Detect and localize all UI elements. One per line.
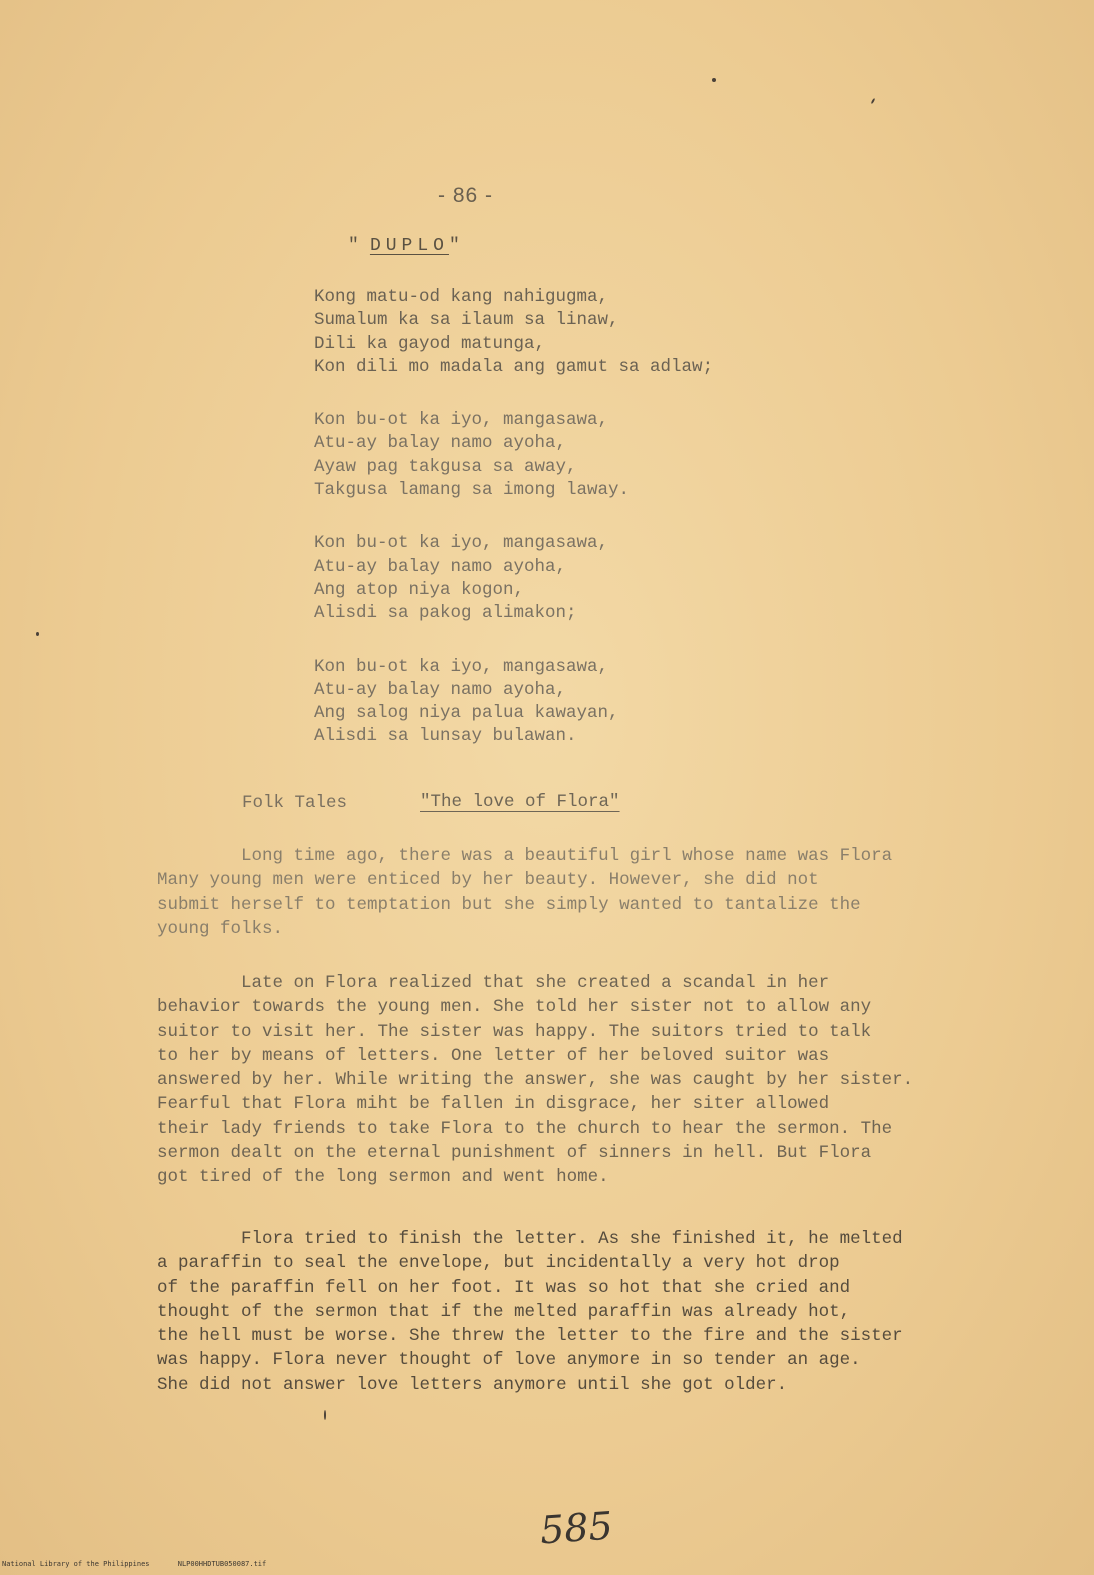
paper-speck <box>712 78 716 82</box>
stanza-2 <box>314 409 834 502</box>
poem-line: Sumalum ka sa ilaum sa linaw, <box>314 310 619 331</box>
handwritten-page-number: 585 <box>538 1503 614 1553</box>
paragraph-line: was happy. Flora never thought of love anymore in so tender an age. <box>157 1350 861 1371</box>
poem-line: Alisdi sa lunsay bulawan. <box>314 726 577 747</box>
paragraph-line: Many young men were enticed by her beauty. However, she did not <box>157 870 819 891</box>
paragraph-line: She did not answer love letters anymore until she got older. <box>157 1374 788 1395</box>
paragraph-line: answered by her. While writing the answer, she was caught by her sister. <box>157 1070 914 1091</box>
paragraph-3 <box>157 1227 1072 1397</box>
paper-speck <box>324 1410 326 1420</box>
paragraph-line: Fearful that Flora miht be fallen in disgrace, her siter allowed <box>157 1094 830 1115</box>
paragraph-line: Flora tried to finish the letter. As she finished it, he melted <box>157 1229 903 1249</box>
poem-line: Atu-ay balay namo ayoha, <box>314 433 567 454</box>
paragraph-line: got tired of the long sermon and went home. <box>157 1167 609 1188</box>
poem-line: Kong matu-od kang nahigugma, <box>314 287 609 307</box>
paragraph-2 <box>157 971 1072 1190</box>
page-number: - 86 - <box>438 184 494 207</box>
poem-line: Kon bu-ot ka iyo, mangasawa, <box>314 533 609 554</box>
scan-footer <box>2 1560 266 1568</box>
paragraph-line: their lady friends to take Flora to the church to hear the sermon. The <box>157 1118 893 1139</box>
poem-line: Takgusa lamang sa imong laway. <box>314 480 630 501</box>
paper-speck <box>871 98 876 104</box>
paragraph-line: young folks. <box>157 918 284 939</box>
poem-line: Atu-ay balay namo ayoha, <box>314 556 567 577</box>
paragraph-1 <box>157 844 1072 941</box>
paragraph-line: behavior towards the young men. She told her sister not to allow any <box>157 997 872 1018</box>
paragraph-line: the hell must be worse. She threw the letter to the fire and the sister <box>157 1326 903 1347</box>
paragraph-line: Long time ago, there was a beautiful girl whose name was Flora <box>157 846 893 866</box>
footer-source: National Library of the Philippines <box>2 1560 150 1568</box>
footer-file: NLP00HHDTUB050087.tif <box>177 1560 267 1568</box>
paragraph-line: to her by means of letters. One letter of her beloved suitor was <box>157 1045 830 1066</box>
poem-line: Kon bu-ot ka iyo, mangasawa, <box>314 410 609 431</box>
paragraph-line: sermon dealt on the eternal punishment of sinners in hell. But Flora <box>157 1143 872 1164</box>
poem-line: Atu-ay balay namo ayoha, <box>314 679 567 700</box>
stanza-1 <box>314 286 834 379</box>
poem-line: Ang salog niya palua kawayan, <box>314 703 619 724</box>
stanza-4 <box>314 656 834 749</box>
folk-tales-label: Folk Tales <box>242 793 348 813</box>
paragraph-line: submit herself to temptation but she simply wanted to tantalize the <box>157 894 861 915</box>
paragraph-line: Late on Flora realized that she created a scandal in her <box>157 973 830 993</box>
paragraph-line: of the paraffin fell on her foot. It was so hot that she cried and <box>157 1277 851 1298</box>
poem-line: Ayaw pag takgusa sa away, <box>314 456 577 477</box>
paper-speck <box>36 632 39 636</box>
poem-title: " DUPLO" <box>348 236 465 256</box>
paragraph-line: suitor to visit her. The sister was happy. The suitors tried to talk <box>157 1021 872 1042</box>
paragraph-line: thought of the sermon that if the melted paraffin was already hot, <box>157 1301 851 1322</box>
paragraph-line: a paraffin to seal the envelope, but incidentally a very hot drop <box>157 1253 840 1274</box>
poem-line: Kon dili mo madala ang gamut sa adlaw; <box>314 356 714 377</box>
poem-line: Ang atop niya kogon, <box>314 579 525 600</box>
poem <box>314 286 834 779</box>
poem-title-text: DUPLO <box>369 236 449 256</box>
poem-line: Alisdi sa pakog alimakon; <box>314 603 577 624</box>
stanza-3 <box>314 532 834 625</box>
poem-line: Kon bu-ot ka iyo, mangasawa, <box>314 656 609 677</box>
folk-tale-title: "The love of Flora" <box>420 792 620 812</box>
poem-line: Dili ka gayod matunga, <box>314 333 546 354</box>
